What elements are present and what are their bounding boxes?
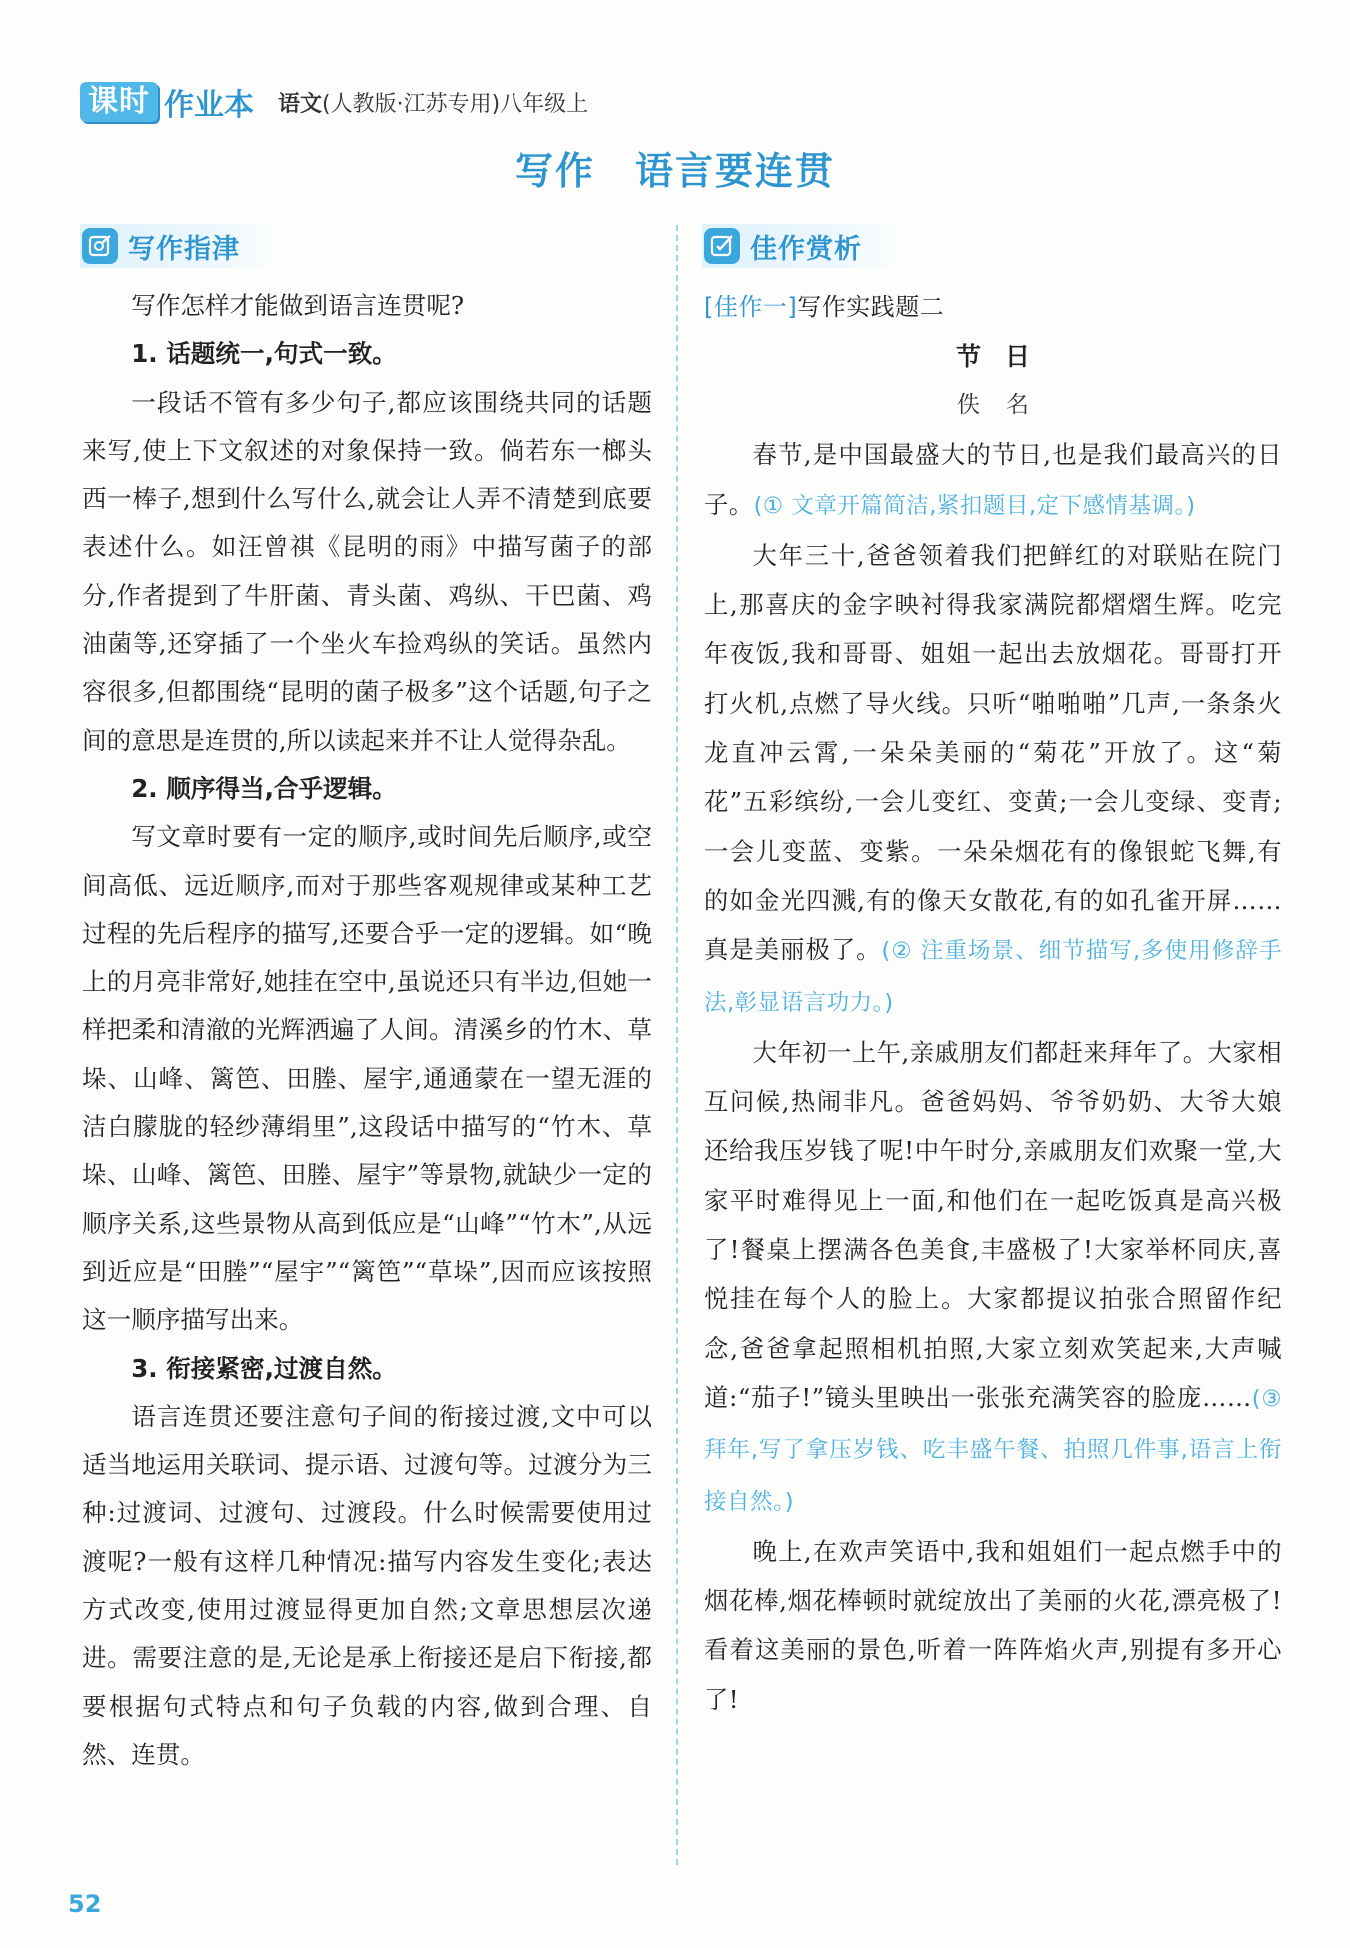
annotation-note: (① 文章开篇简洁,紧扣题目,定下感情基调。) [753,492,1196,519]
essay-text: 春节,是中国最盛大的节日,也是我们最高兴的日子。 [704,440,1282,519]
section-heading-samples [702,224,902,268]
essay-paragraph [704,430,1282,531]
column-divider [676,225,678,1865]
sample-subtitle: 写作实践题二 [797,293,945,321]
section-heading-guide [80,224,280,268]
guide-point-heading: 3. 衔接紧密,过渡自然。 [131,1353,397,1383]
essay-paragraph [704,1028,1282,1527]
essay-paragraph [704,1527,1282,1724]
edition: (人教版·江苏专用)八年级上 [322,91,589,117]
essay-author: 佚名 [957,392,1055,419]
essay-title: 节日 [955,342,1054,372]
annotation-note: (② 注重场景、细节描写,多使用修辞手法,彰显语言功力。) [704,938,1282,1016]
page-title [0,140,1350,195]
annotation-note: (③ 拜年,写了拿压岁钱、吃丰盛午餐、拍照几件事,语言上衔接自然。) [704,1385,1283,1515]
page-number: 52 [68,1890,102,1918]
brand-logo: 课时 [80,82,158,122]
essay-paragraph [704,531,1282,1028]
page-title-part2: 语言要连贯 [635,149,836,193]
guide-paragraph: 写作怎样才能做到语言连贯呢? [131,291,465,320]
sample-column [704,282,1282,1724]
guide-point-heading: 2. 顺序得当,合乎逻辑。 [131,773,397,803]
book-brand [80,82,588,122]
guide-paragraph: 一段话不管有多少句子,都应该围绕共同的话题来写,使上下文叙述的对象保持一致。倘若东一榔头西一棒子,想到什么写什么,就会让人弄不清楚到底要表述什么。如汪曾祺《昆明的雨》中描写菌子的部分,作者提到了牛肝菌、青头菌、鸡纵、干巴菌、鸡油菌等,还穿插了一个坐火车捡鸡纵的笑话。虽然内容很多,但都围绕“昆明的菌子极多”这个话题,句子之间的意思是连贯的,所以读起来并不让人觉得杂乱。 [82,387,652,755]
section-heading-label: 写作指津 [128,233,240,265]
guide-column [82,282,652,1779]
essay-text: 大年三十,爸爸领着我们把鲜红的对联贴在院门上,那喜庆的金字映衬得我家满院都熠熠生辉。吃完年夜饭,我和哥哥、姐姐一起出去放烟花。哥哥打开打火机,点燃了导火线。只听“啪啪啪”几声,一条条火龙直冲云霄,一朵朵美丽的“菊花”开放了。这“菊花”五彩缤纷,一会儿变红、变黄;一会儿变绿、变青;一会儿变蓝、变紫。一朵朵烟花有的像银蛇飞舞,有的如金光四溅,有的像天女散花,有的如孔雀开屏……真是美丽极了。 [704,540,1282,965]
essay-text: 大年初一上午,亲戚朋友们都赶来拜年了。大家相互问候,热闹非凡。爸爸妈妈、爷爷奶奶、大爷大娘还给我压岁钱了呢!中午时分,亲戚朋友们欢聚一堂,大家平时难得见上一面,和他们在一起吃饭真是高兴极了!餐桌上摆满各色美食,丰盛极了!大家举杯同庆,喜悦挂在每个人的脸上。大家都提议拍张合照留作纪念,爸爸拿起照相机拍照,大家立刻欢笑起来,大声喊道:“茄子!”镜头里映出一张张充满笑容的脸庞…… [704,1037,1282,1412]
guide-point-heading: 1. 话题统一,句式一致。 [131,339,397,369]
guide-paragraph: 写文章时要有一定的顺序,或时间先后顺序,或空间高低、远近顺序,而对于那些客观规律或某种工艺过程的先后程序的描写,还要合乎一定的逻辑。如“晚上的月亮非常好,她挂在空中,虽说还只有半边,但她一样把柔和清澈的光辉洒遍了人间。清溪乡的竹木、草垛、山峰、篱笆、田塍、屋宇,通通蒙在一望无涯的洁白朦胧的轻纱薄绢里”,这段话中描写的“竹木、草垛、山峰、篱笆、田塍、屋宇”等景物,就缺少一定的顺序关系,这些景物从高到低应是“山峰”“竹木”,从远到近应是“田塍”“屋宇”“篱笆”“草垛”,因而应该按照这一顺序描写出来。 [82,822,652,1335]
guide-paragraph: 语言连贯还要注意句子间的衔接过渡,文中可以适当地运用关联词、提示语、过渡句等。过渡分为三种:过渡词、过渡句、过渡段。什么时候需要使用过渡呢?一般有这样几种情况:描写内容发生变化;表达方式改变,使用过渡显得更加自然;文章思想层次递进。需要注意的是,无论是承上衔接还是启下衔接,都要根据句式特点和句子负载的内容,做到合理、自然、连贯。 [82,1401,652,1769]
essay-text: 晚上,在欢声笑语中,我和姐姐们一起点燃手中的烟花棒,烟花棒顿时就绽放出了美丽的火花,漂亮极了!看着这美丽的景色,听着一阵阵焰火声,别提有多开心了! [704,1536,1282,1714]
pen-check-icon [704,228,740,264]
sample-label [704,282,1282,332]
brand-suffix: 作业本 [164,88,254,123]
book-info [278,87,588,118]
section-heading-label: 佳作赏析 [750,233,862,265]
subject: 语文 [278,91,323,117]
sample-tag: [佳作一] [704,293,798,321]
pen-target-icon [82,228,118,264]
page-title-part1: 写作 [514,149,595,193]
